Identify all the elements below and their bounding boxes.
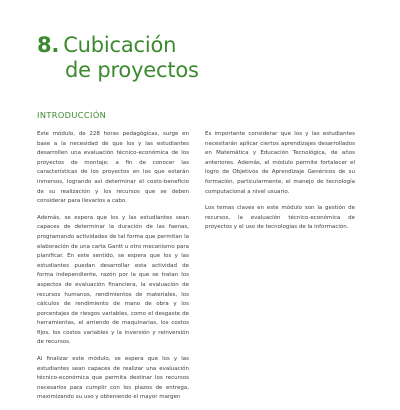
chapter-title-line2: de proyectos	[65, 58, 199, 82]
chapter-number: 8.	[37, 33, 60, 57]
right-column	[205, 130, 355, 240]
left-paragraph-1: Este módulo, de 228 horas pedagógicas, surge en base a la necesidad de que los y las estudiantes desarrollen una evaluación técnico-económica de los proyectos de montaje; a fin de conocer las características de los proyectos en los que estarán inmersos, logrando así determinar el costo-beneficio de su realización y los recursos que se deben considerar para llevarlos a cabo.	[37, 131, 189, 205]
chapter-title	[37, 33, 199, 83]
left-paragraph-3: Al finalizar este módulo, se espera que los y las estudiantes sean capaces de realizar una evaluación técnico-económica que permita destinar los recursos necesarios para cumplir con los plazos de entrega, maximizando su uso y obteniendo el mayor margen	[37, 356, 189, 401]
left-paragraph-2: Además, se espera que los y las estudiantes sean capaces de determinar la duración de las faenas, programando actividades de tal forma que permitan la elaboración de una carta Gantt u otro mecanismo para planificar. En este sentido, se espera que los y las estudiantes puedan desarrollar esta actividad de forma independiente, razón por la que se tratan los aspectos de evaluación financiera, la evaluación de recursos humanos, rendimientos de materiales, los cálculos de rendimiento de mano de obra y los porcentajes de riesgos variables, como el desgaste de herramientas, el arriendo de maquinarias, los costos fijos, los costos variables y la inversión y reinversión de recursos.	[37, 214, 189, 346]
section-heading: INTRODUCCIÓN	[37, 110, 107, 120]
right-paragraph-1: Es importante considerar que los y las estudiantes necesitarán aplicar ciertos aprendizajes desarrollados en Matemática y Educación Tecnológica, de años anteriores. Además, el módulo permite fortalecer el logro de Objetivos de Aprendizaje Genéricos de su formación, particularmente, el manejo de tecnología computacional a nivel usuario.	[205, 131, 355, 195]
right-paragraph-2: Los temas claves en este módulo son la gestión de recursos, la evaluación técnico-económica de proyectos y el uso de tecnologías de la información.	[205, 205, 355, 231]
left-column	[37, 130, 189, 410]
chapter-title-line1: Cubicación	[63, 33, 177, 57]
